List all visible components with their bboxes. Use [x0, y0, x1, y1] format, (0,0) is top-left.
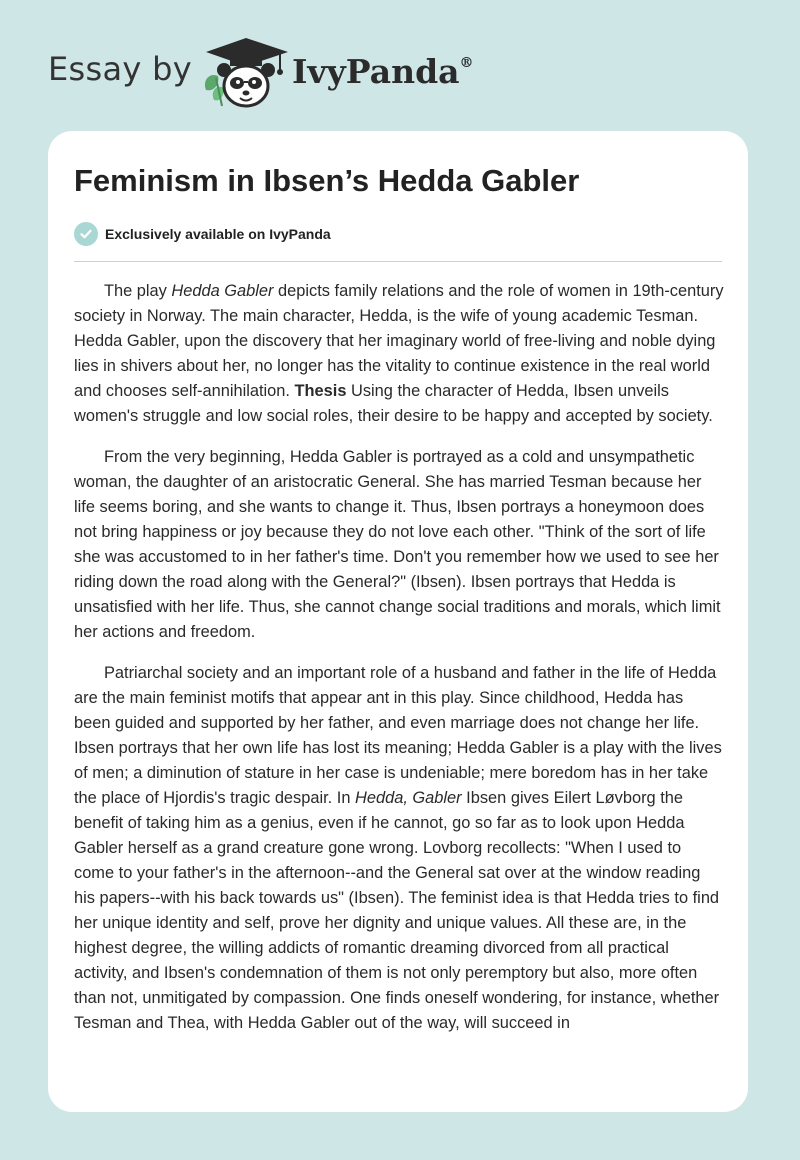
registered-mark: ® [459, 55, 474, 71]
paragraph: The play Hedda Gabler depicts family relations and the role of women in 19th-century society in Norway. The main character, Hedda, is the wife of young academic Tesman. Hedda Gabler, upon the discovery that her imaginary world of free-living and noble dying lies in shivers about her, no longer has the vitality to continue existence in the real world and chooses self-annihilation. Thesis Using the character of Hedda, Ibsen unveils women's struggle and low social roles, their desire to be happy and accepted by society. [74, 282, 724, 425]
check-circle-icon [74, 222, 98, 246]
paragraph: From the very beginning, Hedda Gabler is portrayed as a cold and unsympathetic woman, the daughter of an aristocratic General. She has married Tesman because her life seems boring, and she wants to change it. Thus, Ibsen portrays a honeymoon does not bring happiness or joy because they do not love each other. "Think of the sort of life she was accustomed to in her father's time. Don't you remember how we used to see her riding down the road along with the General?" (Ibsen). Ibsen portrays that Hedda is unsatisfied with her life. Thus, she cannot change social traditions and morals, which limit her actions and freedom. [74, 448, 721, 641]
paragraph: Patriarchal society and an important role of a husband and father in the life of Hedda are the main feminist motifs that appear ant in this play. Since childhood, Hedda has been guided and supported by her father, and even marriage does not change her life. Ibsen portrays that her own life has lost its meaning; Hedda Gabler is a play with the lives of men; a diminution of stature in her case is undeniable; mere boredom has in her take the place of Hjordis's tragic despair. In Hedda, Gabler Ibsen gives Eilert Løvborg the benefit of taking him as a genius, even if he cannot, go so far as to look upon Hedda Gabler herself as a grand creature gone wrong. Lovborg recollects: "When I used to come to your father's in the afternoon--and the General sat over at the window reading his papers--with his back towards us" (Ibsen). The feminist idea is that Hedda tries to find her unique identity and self, prove her dignity and unique values. All these are, in the highest degree, the willing addicts of romantic dreaming divorced from all practical activity, and Ibsen's condemnation of them is not only peremptory but also, more often than not, unmitigated by compassion. One finds oneself wondering, for instance, whether Tesman and Thea, with Hedda Gabler out of the way, will succeed in [74, 664, 722, 1032]
site-header [0, 0, 800, 130]
brand-logo-text[interactable]: IvyPanda® [292, 52, 474, 91]
essay-body [74, 279, 724, 1052]
exclusive-badge [74, 221, 331, 247]
essay-card [48, 131, 748, 1112]
panda-graduate-icon[interactable] [200, 36, 292, 110]
page-title: Feminism in Ibsen’s Hedda Gabler [74, 163, 580, 198]
divider [74, 261, 722, 262]
essay-by-label: Essay by [48, 50, 192, 88]
exclusive-badge-label: Exclusively available on IvyPanda [105, 226, 331, 242]
